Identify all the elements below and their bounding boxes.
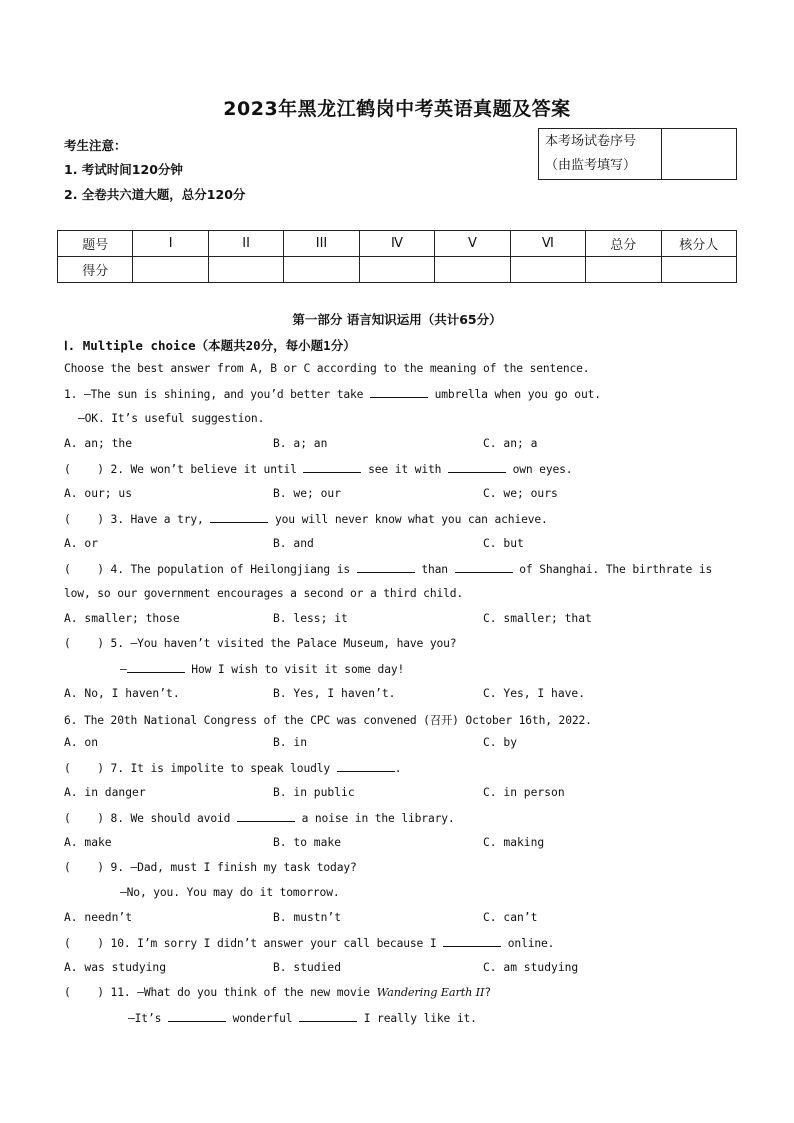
- score-cell[interactable]: [284, 257, 359, 283]
- score-table: [57, 230, 737, 283]
- answer-blank[interactable]: [303, 462, 361, 473]
- option-b: B. we; our: [273, 487, 342, 500]
- option-b: B. less; it: [273, 612, 348, 625]
- score-cell[interactable]: [133, 257, 208, 283]
- option-b: B. a; an: [273, 437, 328, 450]
- option-b: B. mustn’t: [273, 911, 342, 924]
- question-1: 1. —The sun is shining, and you’d better take umbrella when you go out.: [64, 388, 601, 401]
- option-b: B. in public: [273, 786, 355, 799]
- score-header-cell: 核分人: [661, 231, 737, 257]
- option-a: A. an; the: [64, 437, 133, 450]
- option-a: A. our; us: [64, 487, 133, 500]
- score-cell[interactable]: [586, 257, 661, 283]
- answer-blank[interactable]: [168, 1011, 226, 1022]
- question-11-reply: —It’s wonderful I really like it.: [128, 1012, 477, 1025]
- option-a: A. was studying: [64, 961, 167, 974]
- seat-number-field[interactable]: [662, 129, 737, 180]
- option-c: C. can’t: [483, 911, 538, 924]
- notice-item: 1. 考试时间120分钟: [64, 162, 183, 177]
- page-title: 2023年黑龙江鹤岗中考英语真题及答案: [223, 98, 571, 120]
- option-b: B. in: [273, 736, 308, 749]
- option-c: C. in person: [483, 786, 565, 799]
- option-c: C. by: [483, 736, 518, 749]
- option-b: B. studied: [273, 961, 342, 974]
- option-a: A. needn’t: [64, 911, 133, 924]
- answer-blank[interactable]: [337, 761, 395, 772]
- score-row-label: 得分: [58, 257, 133, 283]
- score-cell[interactable]: [661, 257, 737, 283]
- option-c: C. but: [483, 537, 524, 550]
- answer-blank[interactable]: [357, 562, 415, 573]
- option-a: A. make: [64, 836, 112, 849]
- seat-number-label: 本考场试卷序号 （由监考填写）: [539, 129, 662, 180]
- question-9-reply: —No, you. You may do it tomorrow.: [120, 886, 340, 899]
- answer-blank[interactable]: [299, 1011, 357, 1022]
- option-c: C. making: [483, 836, 545, 849]
- question-9: ( ) 9. —Dad, must I finish my task today?: [64, 861, 357, 874]
- score-cell[interactable]: [435, 257, 510, 283]
- option-b: B. Yes, I haven’t.: [273, 687, 396, 700]
- answer-blank[interactable]: [370, 387, 428, 398]
- question-1-reply: —OK. It’s useful suggestion.: [78, 412, 265, 425]
- notice-item: 2. 全卷共六道大题，总分120分: [64, 187, 246, 202]
- section-title: Ⅰ. Multiple choice（本题共20分，每小题1分）: [64, 338, 356, 353]
- score-header-cell: Ⅳ: [359, 231, 434, 257]
- option-a: A. No, I haven’t.: [64, 687, 180, 700]
- option-c: C. we; ours: [483, 487, 558, 500]
- movie-title: Wandering Earth II: [376, 986, 485, 999]
- question-5: ( ) 5. —You haven’t visited the Palace Museum, have you?: [64, 637, 457, 650]
- option-a: A. on: [64, 736, 99, 749]
- score-cell[interactable]: [208, 257, 283, 283]
- question-7: ( ) 7. It is impolite to speak loudly .: [64, 762, 402, 775]
- option-c: C. am studying: [483, 961, 579, 974]
- score-cell[interactable]: [510, 257, 585, 283]
- option-a: A. smaller; those: [64, 612, 180, 625]
- answer-blank[interactable]: [443, 936, 501, 947]
- seat-number-box: [538, 128, 737, 180]
- option-b: B. and: [273, 537, 314, 550]
- question-10: ( ) 10. I’m sorry I didn’t answer your call because I online.: [64, 937, 555, 950]
- score-header-cell: 题号: [58, 231, 133, 257]
- score-header-cell: I: [133, 231, 208, 257]
- score-header-cell: II: [208, 231, 283, 257]
- option-c: C. an; a: [483, 437, 538, 450]
- question-3: ( ) 3. Have a try, you will never know what you can achieve.: [64, 513, 548, 526]
- question-5-reply: — How I wish to visit it some day!: [120, 663, 405, 676]
- answer-blank[interactable]: [455, 562, 513, 573]
- option-b: B. to make: [273, 836, 342, 849]
- notice-heading: 考生注意：: [64, 138, 127, 153]
- answer-blank[interactable]: [210, 512, 268, 523]
- answer-blank[interactable]: [448, 462, 506, 473]
- answer-blank[interactable]: [237, 811, 295, 822]
- question-2: ( ) 2. We won’t believe it until see it with own eyes.: [64, 463, 573, 476]
- score-header-cell: 总分: [586, 231, 661, 257]
- question-11: ( ) 11. —What do you think of the new movie Wandering Earth II?: [64, 986, 491, 999]
- option-c: C. Yes, I have.: [483, 687, 586, 700]
- question-4: ( ) 4. The population of Heilongjiang is than of Shanghai. The birthrate is: [64, 563, 713, 576]
- question-6: 6. The 20th National Congress of the CPC was convened (召开) October 16th, 2022.: [64, 714, 592, 727]
- option-a: A. or: [64, 537, 99, 550]
- part-title: 第一部分 语言知识运用（共计65分）: [292, 312, 502, 327]
- option-a: A. in danger: [64, 786, 146, 799]
- score-header-cell: V: [435, 231, 510, 257]
- question-4-cont: low, so our government encourages a second or a third child.: [64, 587, 464, 600]
- score-cell[interactable]: [359, 257, 434, 283]
- option-c: C. smaller; that: [483, 612, 592, 625]
- question-8: ( ) 8. We should avoid a noise in the library.: [64, 812, 455, 825]
- score-header-cell: Ⅵ: [510, 231, 585, 257]
- score-header-cell: III: [284, 231, 359, 257]
- answer-blank[interactable]: [127, 662, 185, 673]
- instruction: Choose the best answer from A, B or C according to the meaning of the sentence.: [64, 362, 590, 375]
